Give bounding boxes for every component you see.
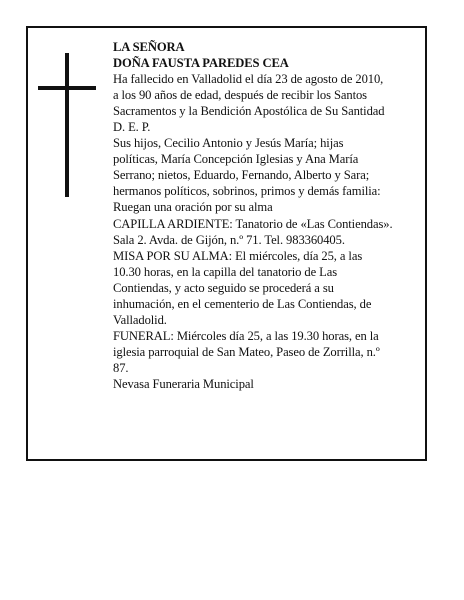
- notice-body-line: Ha fallecido en Valladolid el día 23 de agosto de 2010,: [113, 72, 384, 87]
- notice-body-line: Sala 2. Avda. de Gijón, n.º 71. Tel. 983360405.: [113, 232, 345, 247]
- notice-body-line: CAPILLA ARDIENTE: Tanatorio de «Las Contiendas».: [113, 216, 393, 231]
- notice-body-line: hermanos políticos, sobrinos, primos y demás familia:: [113, 184, 381, 199]
- notice-body-line: políticas, María Concepción Iglesias y Ana María: [113, 152, 359, 167]
- notice-body-line: Sus hijos, Cecilio Antonio y Jesús María; hijas: [113, 136, 344, 151]
- notice-body-line: MISA POR SU ALMA: El miércoles, día 25, a las: [113, 248, 363, 263]
- notice-body-line: a los 90 años de edad, después de recibir los Santos: [113, 88, 367, 103]
- cross-horizontal-bar: [38, 86, 96, 90]
- notice-body-line: D. E. P.: [113, 120, 151, 135]
- obituary-text: [113, 39, 425, 392]
- notice-body-line: Sacramentos y la Bendición Apostólica de Su Santidad: [113, 104, 385, 119]
- notice-body-line: Contiendas, y acto seguido se procederá a su: [113, 280, 334, 295]
- notice-body-line: iglesia parroquial de San Mateo, Paseo de Zorrilla, n.º: [113, 344, 380, 359]
- latin-cross-icon: [38, 53, 96, 197]
- notice-body-line: Serrano; nietos, Eduardo, Fernando, Alberto y Sara;: [113, 168, 370, 183]
- notice-body-line: FUNERAL: Miércoles día 25, a las 19.30 horas, en la: [113, 328, 379, 343]
- notice-title-line-1: LA SEÑORA: [113, 40, 185, 54]
- notice-body-line: Ruegan una oración por su alma: [113, 200, 273, 215]
- notice-body-line: Nevasa Funeraria Municipal: [113, 376, 254, 391]
- notice-body-line: inhumación, en el cementerio de Las Contiendas, de: [113, 296, 372, 311]
- notice-body-line: 87.: [113, 360, 129, 375]
- cross-vertical-bar: [65, 53, 69, 197]
- notice-title-line-2: DOÑA FAUSTA PAREDES CEA: [113, 56, 289, 71]
- notice-body-line: 10.30 horas, en la capilla del tanatorio de Las: [113, 264, 338, 279]
- notice-body-line: Valladolid.: [113, 312, 167, 327]
